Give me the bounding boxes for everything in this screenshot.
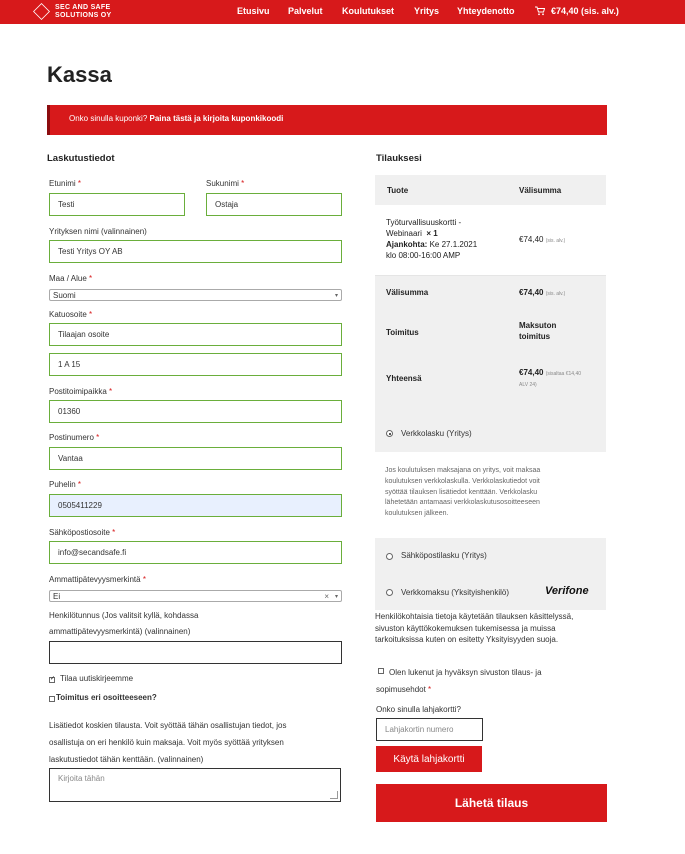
order-item-name: Työturvallisuuskortti - Webinaari × 1 Ajankohta: Ke 27.1.2021 klo 08:00-16:00 AMP (386, 218, 478, 260)
company-label: Yrityksen nimi (valinnainen) (49, 227, 147, 236)
online-payment-radio[interactable] (386, 589, 393, 596)
ssn-input[interactable] (49, 641, 342, 664)
coupon-text: Onko sinulla kuponki? (69, 114, 148, 123)
street-input[interactable]: Tilaajan osoite (49, 323, 342, 346)
invoice-label: Verkkolasku (Yritys) (401, 429, 472, 438)
payment-options-other (375, 538, 606, 610)
logo[interactable] (34, 3, 134, 21)
ship-different-checkbox[interactable] (49, 696, 55, 702)
verifone-logo: Verifone (545, 585, 589, 597)
order-item-price: €74,40 (sis. alv.) (519, 235, 566, 244)
qualification-label: Ammattipätevyysmerkintä * (49, 575, 146, 584)
nav-item-yhteydenotto[interactable]: Yhteydenotto (457, 6, 515, 16)
order-notes-textarea[interactable] (49, 768, 341, 802)
chevron-down-icon: ▾ (334, 293, 338, 299)
giftcard-label: Onko sinulla lahjakortti? (376, 705, 461, 714)
last-name-input[interactable]: Ostaja (206, 193, 342, 216)
notes-placeholder: Kirjoita tähän (58, 774, 105, 783)
page-title: Kassa (47, 62, 112, 87)
billing-heading: Laskutustiedot (47, 153, 115, 164)
ssn-label-line1: Henkilötunnus (Jos valitsit kyllä, kohdassa (49, 611, 199, 620)
ship-different-label: Toimitus eri osoitteeseen? (56, 693, 157, 702)
terms-label-line2: sopimusehdot * (376, 685, 432, 694)
first-name-label: Etunimi * (49, 179, 82, 188)
order-item-row (375, 205, 606, 276)
logo-text-line2: SOLUTIONS OY (55, 12, 112, 19)
country-select[interactable] (49, 289, 342, 301)
resize-handle-icon[interactable] (330, 791, 338, 799)
notes-label-line1: Lisätiedot koskien tilausta. Voit syöttää tähän osallistujan tiedot, jos (49, 721, 287, 730)
total-value: €74,40 (sisaltaa €14,40 (519, 368, 582, 377)
chevron-down-icon: ▾ (334, 594, 338, 600)
subtotal-value: €74,40 (sis. alv.) (519, 288, 566, 297)
giftcard-input[interactable]: Lahjakortin numero (376, 718, 483, 741)
top-navigation-bar (0, 0, 685, 24)
postal-code-label: Postinumero * (49, 433, 100, 442)
postal-city-label: Postitoimipaikka * (49, 387, 113, 396)
notes-label-line3: laskutustiedot tähän kenttään. (valinnainen) (49, 755, 204, 764)
email-invoice-label[interactable]: Sähköpostilasku (Yritys) (401, 551, 487, 560)
order-table-header (375, 175, 606, 205)
order-heading: Tilauksesi (376, 153, 422, 164)
clear-icon[interactable]: × (324, 592, 329, 601)
ssn-label-line2: ammattipätevyysmerkintä) (valinnainen) (49, 627, 191, 636)
nav-item-koulutukset[interactable]: Koulutukset (342, 6, 395, 16)
terms-checkbox[interactable] (378, 668, 384, 674)
country-label: Maa / Alue * (49, 274, 93, 283)
nav-item-etusivu[interactable]: Etusivu (237, 6, 270, 16)
qualification-select[interactable] (49, 590, 342, 602)
email-label: Sähköpostiosoite * (49, 528, 116, 537)
company-input[interactable]: Testi Yritys OY AB (49, 240, 342, 263)
nav-item-palvelut[interactable]: Palvelut (288, 6, 323, 16)
privacy-text: Henkilökohtaisia tietoja käytetään tilauksen käsittelyssä, sivuston käyttökokemuksen tukemisessa ja muissa tarkoituksissa kuten on esitetty Yksityisyyden suoja. (375, 612, 574, 644)
qualification-select-value: Ei (53, 591, 61, 601)
notes-label-line2: osallistuja on eri henkilö kuin maksaja. Voit myös syöttää yrityksen (49, 738, 284, 747)
online-payment-label[interactable]: Verkkomaksu (Yksityishenkilö) (401, 588, 510, 597)
email-invoice-radio[interactable] (386, 553, 393, 560)
col-subtotal: Välisumma (519, 186, 562, 195)
invoice-radio[interactable] (386, 430, 393, 437)
cart-icon[interactable] (535, 6, 545, 16)
logo-mark-icon (33, 3, 50, 20)
email-input[interactable]: info@secandsafe.fi (49, 541, 342, 564)
submit-order-button[interactable]: Lähetä tilaus (376, 784, 607, 822)
postal-code-input[interactable]: Vantaa (49, 447, 342, 470)
total-label: Yhteensä (386, 374, 422, 383)
shipping-value: Maksuton toimitus (519, 321, 557, 341)
coupon-link[interactable]: Paina tästä ja kirjoita kuponkikoodi (149, 114, 284, 123)
street-label: Katuosoite * (49, 310, 93, 319)
total-tax-line2: ALV 24) (519, 382, 537, 388)
payment-option-invoice[interactable] (375, 415, 606, 452)
cart-total[interactable]: €74,40 (sis. alv.) (551, 6, 619, 16)
first-name-input[interactable]: Testi (49, 193, 185, 216)
apply-giftcard-button[interactable]: Käytä lahjakortti (376, 746, 482, 772)
newsletter-checkbox[interactable] (49, 677, 55, 683)
coupon-notice (47, 105, 607, 135)
newsletter-label: Tilaa uutiskirjeemme (60, 674, 134, 683)
col-product: Tuote (387, 186, 409, 195)
phone-label: Puhelin * (49, 480, 82, 489)
street-input-2[interactable]: 1 A 15 (49, 353, 342, 376)
logo-text-line1: SEC AND SAFE (55, 4, 111, 11)
order-totals (375, 276, 606, 416)
shipping-label: Toimitus (386, 328, 419, 337)
terms-label: Olen lukenut ja hyväksyn sivuston tilaus- ja (389, 668, 542, 677)
invoice-description: Jos koulutuksen maksajana on yritys, voit maksaa koulutuksen verkkolaskulla. Verkkolaskutiedot voit syöttää tilauksen lisätiedot kenttään. Verkkolasku lähetetään antamaasi verkkolaskutusosoitteeseen koulutuksen jälkeen. (385, 467, 541, 518)
last-name-label: Sukunimi * (206, 179, 245, 188)
nav-item-yritys[interactable]: Yritys (414, 6, 440, 16)
subtotal-label: Välisumma (386, 288, 429, 297)
postal-city-input[interactable]: 01360 (49, 400, 342, 423)
phone-input[interactable]: 0505411229 (49, 494, 342, 517)
country-select-value: Suomi (53, 290, 76, 300)
